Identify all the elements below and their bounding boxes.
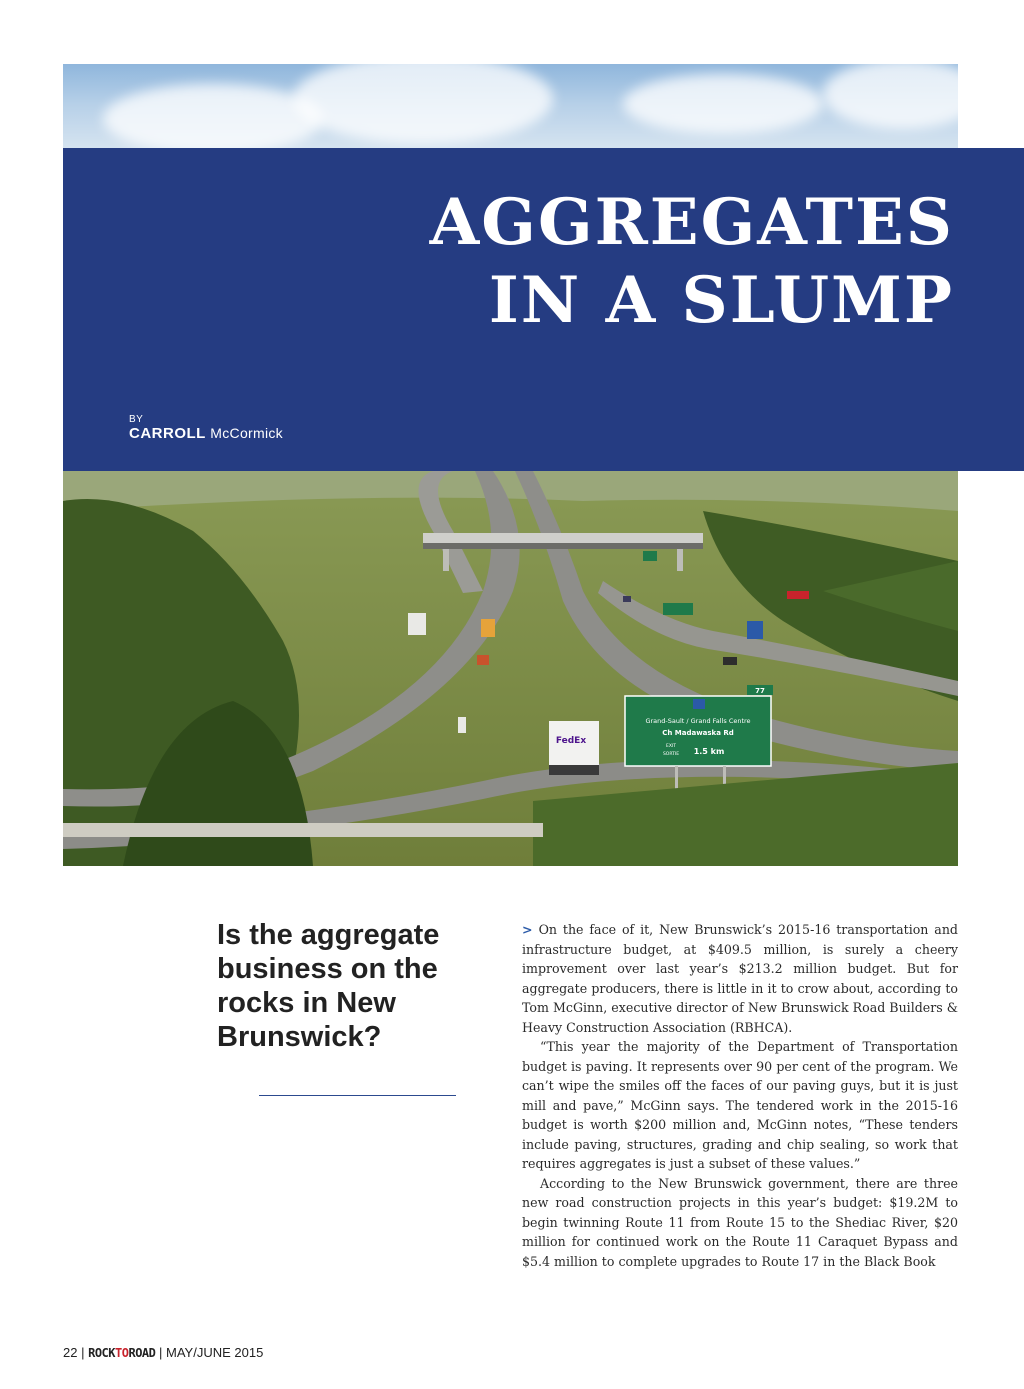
byline [129,414,283,443]
guardrail [63,823,543,837]
issue-date: MAY/JUNE 2015 [166,1345,264,1360]
route-shield-icon [693,699,705,709]
overhead-sign [643,551,657,561]
route-shield-number: 77 [755,687,765,695]
by-label: BY [129,414,144,425]
title-banner [63,148,1024,471]
sky-photo-strip [63,64,958,154]
article-title [430,184,954,340]
deck-divider [259,1095,456,1096]
sign-distance: 1.5 km [693,747,725,756]
sign-line-1: Grand-Sault / Grand Falls Centre [645,717,751,725]
body-paragraph: According to the New Brunswick government, there are three new road construction projects in this year’s budget: $19.2M to begin twinning Route 11 from Route 15 to the Shediac River, $20 million for continued work on the Route 11 Caraquet Bypass and $5.4 million to complete upgrades to Route 17 in the Black Book [522,1175,958,1269]
truck-brand: FedEx [555,736,587,746]
sign-line-2: Ch Madawaska Rd [662,729,734,737]
page-footer [63,1345,263,1360]
title-line-2: IN A SLUMP [488,263,954,338]
footer-separator: | [159,1345,163,1360]
chevron-right-icon: > [522,922,533,937]
highway-photo [63,471,958,866]
article-body [522,920,958,1271]
truck-distant [481,619,495,637]
body-paragraph: > On the face of it, New Brunswick’s 2015-16 transportation and infrastructure budget, at $409.5 million, is surely a cheery improvement over last year’s $213.2 million budget. But for aggregate producers, there is little in it to crow about, according to Tom McGinn, executive director of New Brunswick Road Builders & Heavy Construction Association (RBHCA). [522,922,958,1035]
magazine-logo: ROCKTOROAD [88,1346,156,1360]
sign-sortie: SORTIE [662,752,680,757]
sign-exit: EXIT [665,744,677,749]
body-paragraph: “This year the majority of the Department of Transportation budget is paving. It represents over 90 per cent of the program. We can’t wipe the smiles off the faces of our paving guys, but it is just mill and pave,” McGinn says. The tendered work in the 2015-16 budget is worth $200 million and, McGinn notes, “These tenders include paving, structures, grading and chip sealing, so work that requires aggregates is just a subset of these values.” [522,1039,958,1171]
title-line-1: AGGREGATES [429,185,954,260]
author-last-name: McCormick [210,425,283,441]
author-first-name: CARROLL [129,425,206,442]
footer-separator: | [81,1345,85,1360]
page-number: 22 [63,1345,78,1360]
overpass-bridge [423,533,703,543]
article-deck: Is the aggregate business on the rocks in New Brunswick? [217,919,440,1053]
